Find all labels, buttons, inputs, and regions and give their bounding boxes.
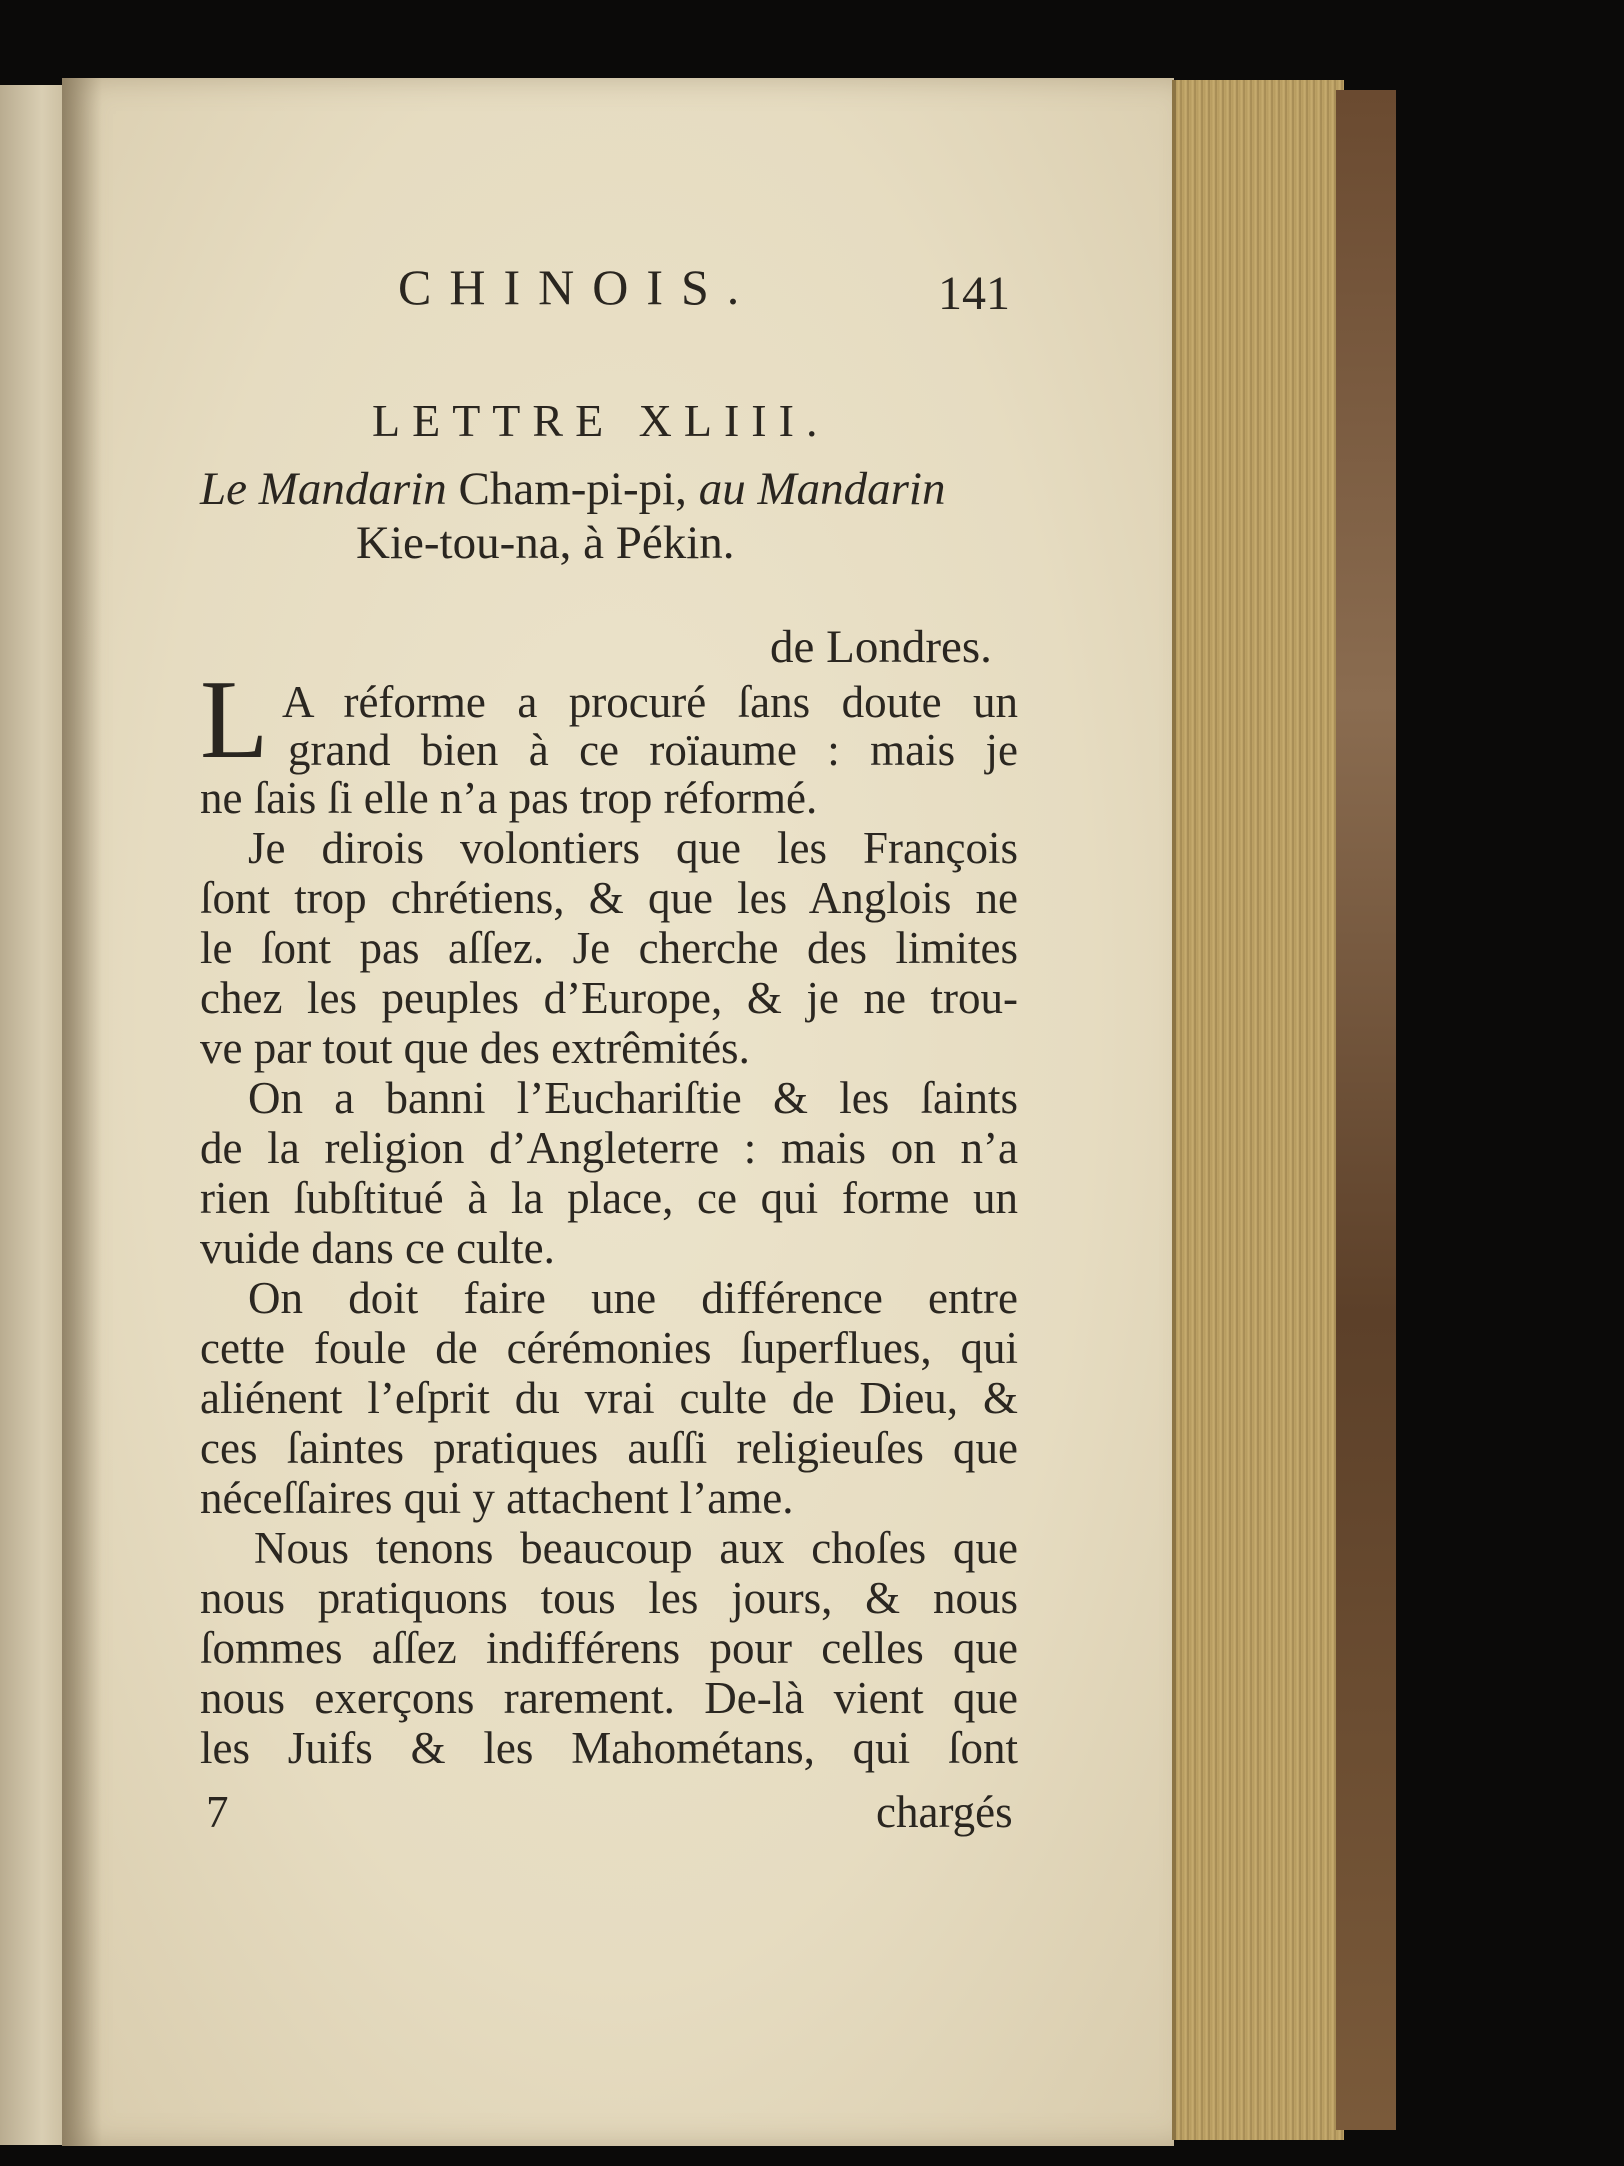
left-page-edge	[0, 85, 70, 2145]
body-line: nous exerçons rarement. De-là vient que	[200, 1673, 1018, 1723]
body-line: Nous tenons beaucoup aux choſes que	[254, 1523, 1018, 1573]
book-cover-edge	[1336, 90, 1396, 2130]
body-line: chez les peuples d’Europe, & je ne trou-	[200, 973, 1018, 1023]
page-number: 141	[938, 267, 1010, 320]
body-line: A réforme a procuré ſans doute un	[282, 677, 1018, 727]
gutter-shadow	[62, 78, 102, 2146]
body-line: cette foule de cérémonies ſuperflues, qui	[200, 1323, 1018, 1373]
catchword: chargés	[876, 1787, 1013, 1837]
body-line: ſommes aſſez indifférens pour celles que	[200, 1623, 1018, 1673]
signature-mark: 7	[206, 1787, 229, 1837]
letter-heading: LETTRE XLIII.	[372, 395, 830, 446]
drop-cap: L	[200, 658, 269, 782]
body-line: ne ſais ſi elle n’a pas trop réformé.	[200, 773, 818, 823]
body-line: rien ſubſtitué à la place, ce qui forme un	[200, 1173, 1018, 1223]
body-line: néceſſaires qui y attachent l’ame.	[200, 1473, 794, 1523]
body-line: ſont trop chrétiens, & que les Anglois ne	[200, 873, 1018, 923]
body-line: On doit faire une différence entre	[248, 1273, 1018, 1323]
body-line: aliénent l’eſprit du vrai culte de Dieu, &	[200, 1373, 1018, 1423]
letter-subtitle-line2: Kie-tou-na, à Pékin.	[356, 517, 735, 569]
body-line: de la religion d’Angleterre : mais on n’a	[200, 1123, 1018, 1173]
body-line: ces ſaintes pratiques auſſi religieuſes que	[200, 1423, 1018, 1473]
subtitle-roman: Cham-pi-pi,	[446, 463, 699, 515]
body-line: grand bien à ce roïaume : mais je	[288, 725, 1018, 775]
subtitle-italic-a: Le Mandarin	[200, 463, 447, 515]
letter-subtitle-line1	[200, 463, 946, 515]
page-block-edges	[1172, 80, 1344, 2140]
subtitle-italic-b: au Mandarin	[698, 463, 946, 515]
body-line: les Juifs & les Mahométans, qui ſont	[200, 1723, 1018, 1773]
body-line: ve par tout que des extrêmités.	[200, 1023, 750, 1073]
body-line: le ſont pas aſſez. Je cherche des limites	[200, 923, 1018, 973]
running-header: CHINOIS.	[398, 259, 758, 315]
body-line: nous pratiquons tous les jours, & nous	[200, 1573, 1018, 1623]
letter-place: de Londres.	[770, 621, 992, 673]
body-line: Je dirois volontiers que les François	[248, 823, 1018, 873]
body-line: vuide dans ce culte.	[200, 1223, 555, 1273]
body-line: On a banni l’Euchariſtie & les ſaints	[248, 1073, 1018, 1123]
